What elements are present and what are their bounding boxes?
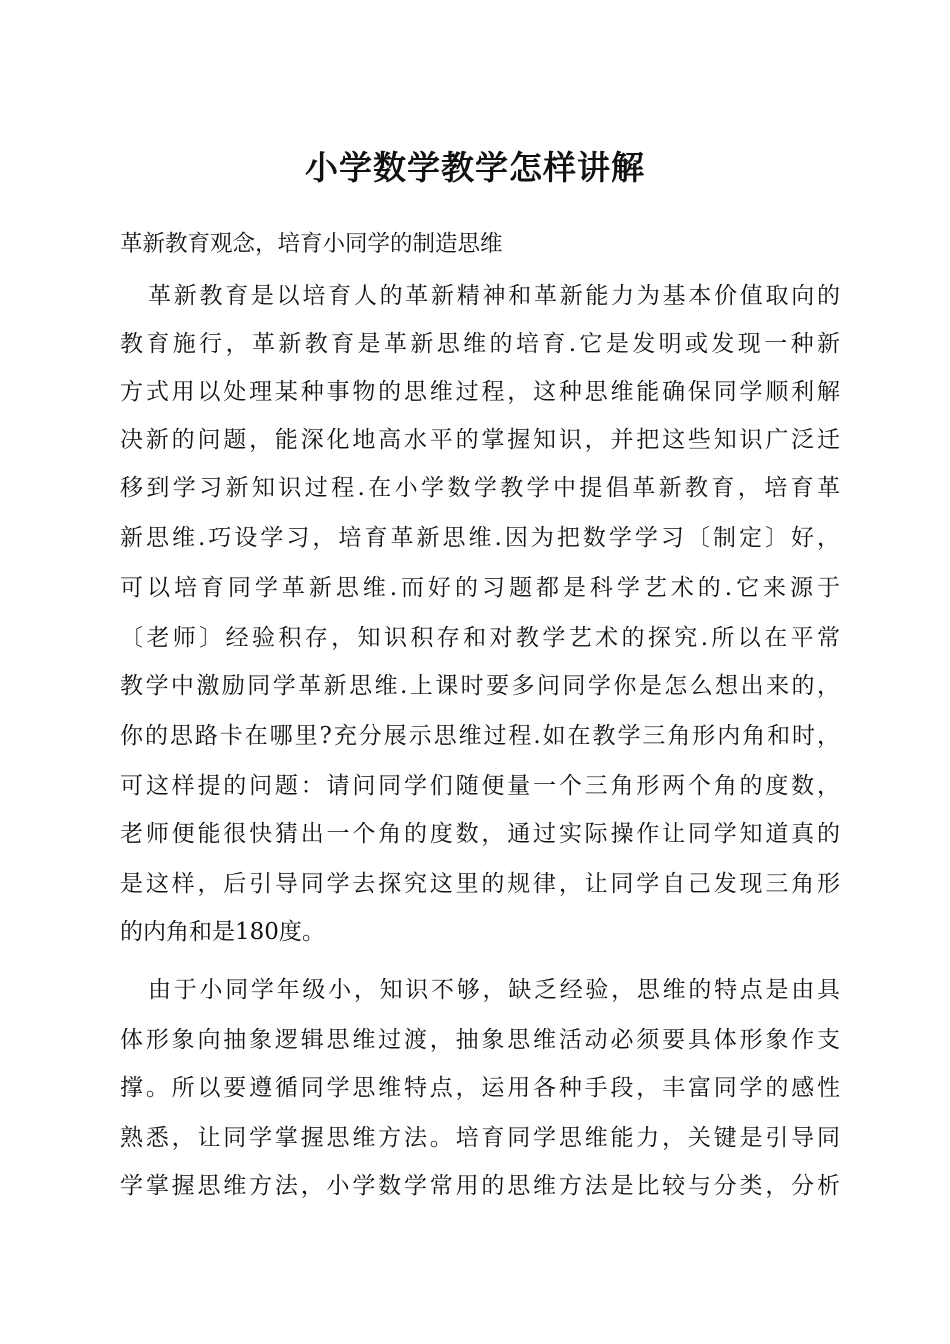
- document-title: 小学数学教学怎样讲解: [305, 148, 645, 187]
- section-heading: 革新教育观念，培育小同学的制造思维: [120, 231, 503, 257]
- text-line: 熟悉，让同学掌握思维方法。培育同学思维能力，关键是引导同: [120, 1125, 840, 1151]
- text-line: 教学中激励同学革新思维.上课时要多问同学你是怎么想出来的，: [120, 673, 840, 699]
- text-line: 决新的问题，能深化地高水平的掌握知识，并把这些知识广泛迁: [120, 427, 840, 453]
- text-line: 你的思路卡在哪里?充分展示思维过程.如在教学三角形内角和时，: [120, 723, 840, 749]
- text-line: 由于小同学年级小，知识不够，缺乏经验，思维的特点是由具: [148, 977, 840, 1003]
- text-line: 方式用以处理某种事物的思维过程，这种思维能确保同学顺利解: [120, 379, 840, 405]
- text-line: 老师便能很快猜出一个角的度数，通过实际操作让同学知道真的: [120, 821, 840, 847]
- text-line: 移到学习新知识过程.在小学数学教学中提倡革新教育，培育革: [120, 475, 840, 501]
- text-line: 的内角和是180度。: [120, 919, 325, 945]
- text-line: 教育施行，革新教育是革新思维的培育.它是发明或发现一种新: [120, 331, 840, 357]
- text-line: 学掌握思维方法，小学数学常用的思维方法是比较与分类，分析: [120, 1173, 840, 1199]
- text-line: 新思维.巧设学习，培育革新思维.因为把数学学习〔制定〕好，: [120, 525, 840, 551]
- text-line: 〔老师〕经验积存，知识积存和对教学艺术的探究.所以在平常: [120, 625, 840, 651]
- text-line: 革新教育是以培育人的革新精神和革新能力为基本价值取向的: [148, 283, 840, 309]
- text-line: 撑。所以要遵循同学思维特点，运用各种手段，丰富同学的感性: [120, 1075, 840, 1101]
- text-line: 体形象向抽象逻辑思维过渡，抽象思维活动必须要具体形象作支: [120, 1027, 840, 1053]
- text-line: 可这样提的问题：请问同学们随便量一个三角形两个角的度数，: [120, 773, 840, 799]
- text-line: 可以培育同学革新思维.而好的习题都是科学艺术的.它来源于: [120, 575, 840, 601]
- text-line: 是这样，后引导同学去探究这里的规律，让同学自己发现三角形: [120, 871, 840, 897]
